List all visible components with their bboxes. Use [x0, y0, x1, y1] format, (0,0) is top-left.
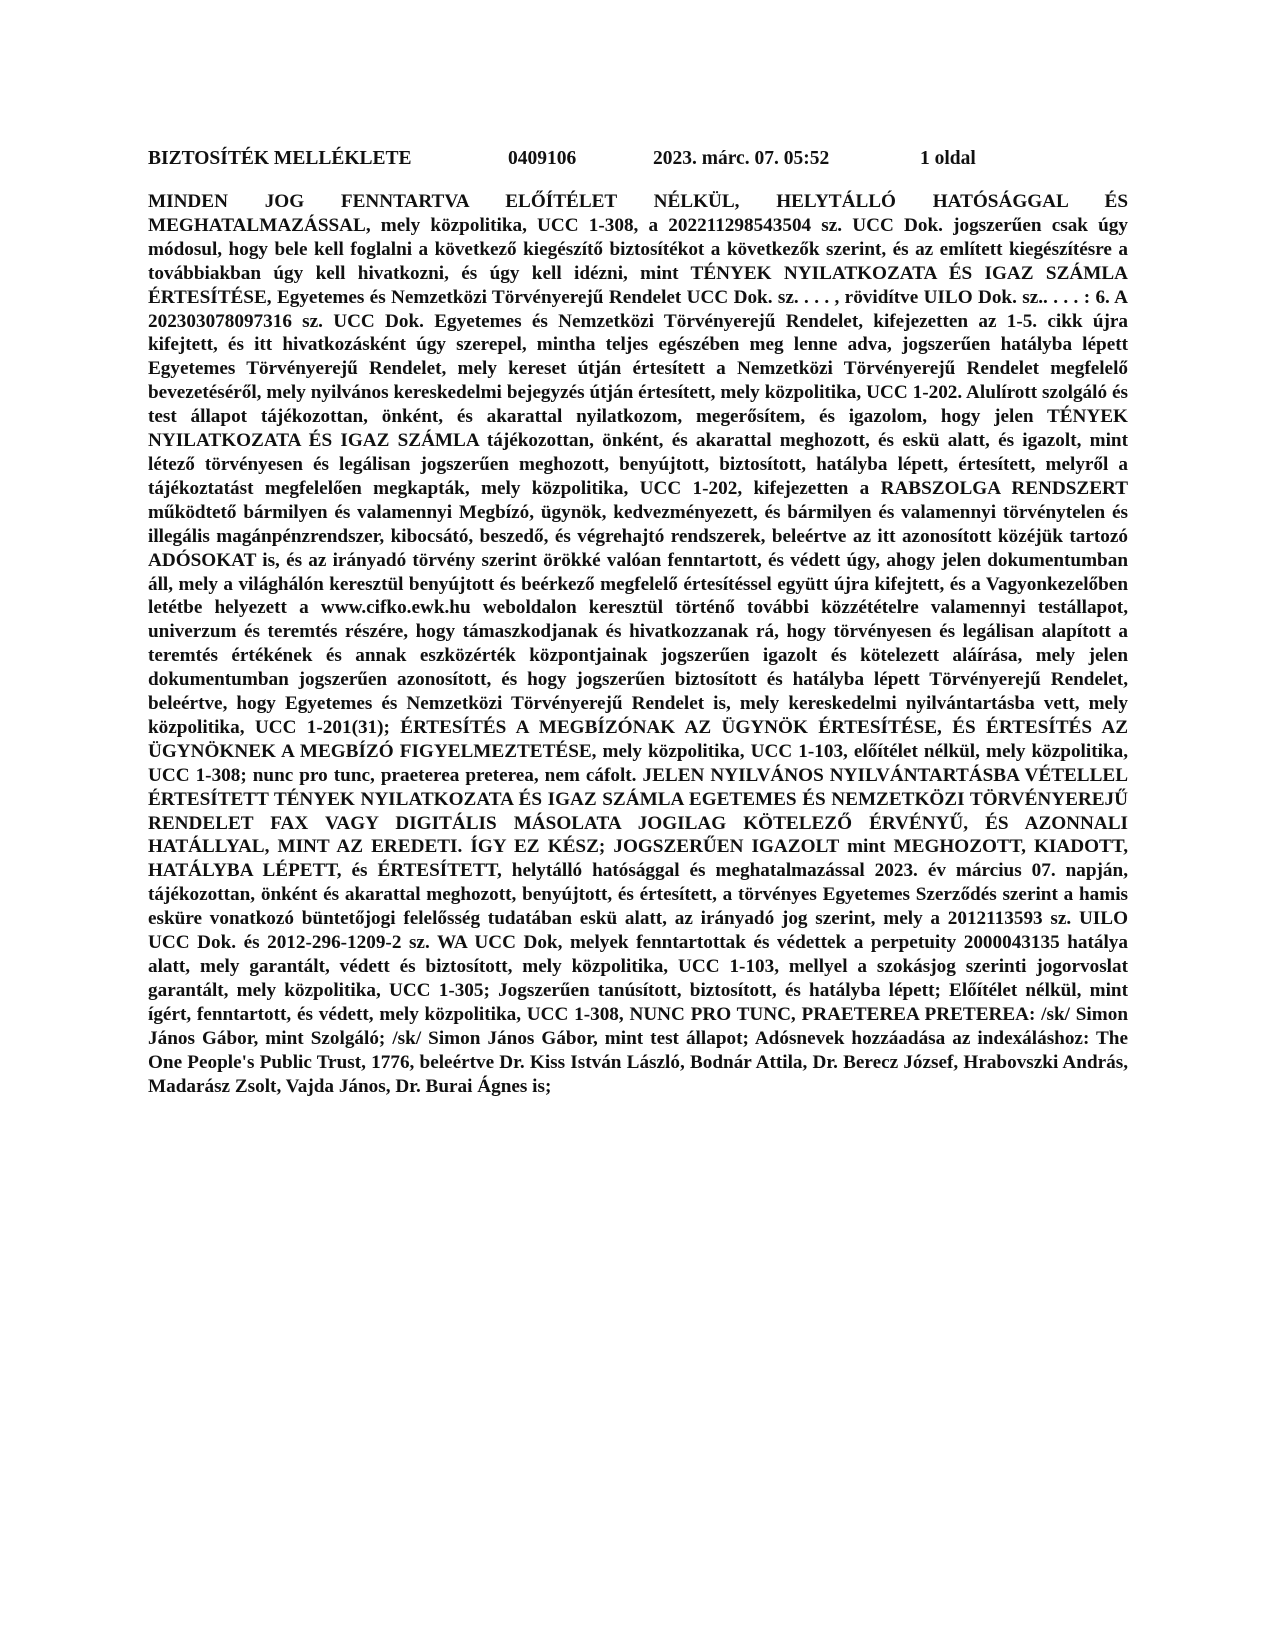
page-number: 1 oldal	[920, 148, 976, 169]
document-datetime: 2023. márc. 07. 05:52	[653, 148, 830, 169]
body-paragraph: MINDEN JOG FENNTARTVA ELŐÍTÉLET NÉLKÜL, HELYTÁLLÓ HATÓSÁGGAL ÉS MEGHATALMAZÁSSAL, mely közpolitika, UCC 1-308, a 202211298543504 sz. UCC Dok. jogszerűen csak úgy módosul, hogy bele kell foglalni a következő kiegészítő biztosítékot a következők szerint, és az említett kiegészítésre a továbbiakban úgy kell hivatkozni, és úgy kell idézni, mint TÉNYEK NYILATKOZATA ÉS IGAZ SZÁMLA ÉRTESÍTÉSE, Egyetemes és Nemzetközi Törvényerejű Rendelet UCC Dok. sz. . . . , rövidítve UILO Dok. sz.. . . . : 6. A 202303078097316 sz. UCC Dok. Egyetemes és Nemzetközi Törvényerejű Rendelet, kifejezetten az 1-5. cikk újra kifejtett, és itt hivatkozásként úgy szerepel, mintha teljes egészében meg lenne adva, jogszerűen hatályba lépett Egyetemes Törvényerejű Rendelet, mely kereset útján értesített a Nemzetközi Törvényerejű Rendelet megfelelő bevezetéséről, mely nyilvános kereskedelmi bejegyzés útján értesített, mely közpolitika, UCC 1-202. Alulírott szolgáló és test állapot tájékozottan, önként, és akarattal nyilatkozom, megerősítem, és igazolom, hogy jelen TÉNYEK NYILATKOZATA ÉS IGAZ SZÁMLA tájékozottan, önként, és akarattal meghozott, és eskü alatt, és igazolt, mint létező törvényesen és legálisan jogszerűen meghozott, benyújtott, biztosított, hatályba lépett, értesített, melyről a tájékoztatást megfelelően megkapták, mely közpolitika, UCC 1-202, kifejezetten a RABSZOLGA RENDSZERT működtető bármilyen és valamennyi Megbízó, ügynök, kedvezményezett, és bármilyen és valamennyi törvénytelen és illegális magánpénzrendszer, kibocsátó, beszedő, és végrehajtó rendszerek, beleértve az itt azonosított közéjük tartozó ADÓSOKAT is, és az irányadó törvény szerint örökké valóan fenntartott, és védett úgy, ahogy jelen dokumentumban áll, mely a világhálón keresztül benyújtott és beérkező megfelelő értesítéssel együtt újra kifejtett, és a Vagyonkezelőben letétbe helyezett a www.cifko.ewk.hu weboldalon keresztül történő további közzétételre valamennyi testállapot, univerzum és teremtés részére, hogy támaszkodjanak és hivatkozzanak rá, hogy törvényesen és legálisan alapított a teremtés értékének és annak eszközérték központjainak jogszerűen igazolt és kötelezett aláírása, mely jelen dokumentumban jogszerűen azonosított, és hogy jogszerűen biztosított és hatályba lépett Törvényerejű Rendelet, beleértve, hogy Egyetemes és Nemzetközi Törvényerejű Rendelet is, mely kereskedelmi nyilvántartásba vett, mely közpolitika, UCC 1-201(31); ÉRTESÍTÉS A MEGBÍZÓNAK AZ ÜGYNÖK ÉRTESÍTÉSE, ÉS ÉRTESÍTÉS AZ ÜGYNÖKNEK A MEGBÍZÓ FIGYELMEZTETÉSE, mely közpolitika, UCC 1-103, előítélet nélkül, mely közpolitika, UCC 1-308; nunc pro tunc, praeterea preterea, nem cáfolt. JELEN NYILVÁNOS NYILVÁNTARTÁSBA VÉTELLEL ÉRTESÍTETT TÉNYEK NYILATKOZATA ÉS IGAZ SZÁMLA EGETEMES ÉS NEMZETKÖZI TÖRVÉNYEREJŰ RENDELET FAX VAGY DIGITÁLIS MÁSOLATA JOGILAG KÖTELEZŐ ÉRVÉNYŰ, ÉS AZONNALI HATÁLLYAL, MINT AZ EREDETI. ÍGY EZ KÉSZ; JOGSZERŰEN IGAZOLT mint MEGHOZOTT, KIADOTT, HATÁLYBA LÉPETT, és ÉRTESÍTETT, helytálló hatósággal és meghatalmazással 2023. év március 07. napján, tájékozottan, önként és akarattal meghozott, benyújtott, és értesített, a törvényes Egyetemes Szerződés szerint a hamis esküre vonatkozó büntetőjogi felelősség tudatában eskü alatt, az irányadó jog szerint, mely a 2012113593 sz. UILO UCC Dok. és 2012-296-1209-2 sz. WA UCC Dok, melyek fenntartottak és védettek a perpetuity 2000043135 hatálya alatt, mely garantált, védett és biztosított, mely közpolitika, UCC 1-103, mellyel a szokásjog szerinti jogorvoslat garantált, mely közpolitika, UCC 1-305; Jogszerűen tanúsított, biztosított, és hatályba lépett; Előítélet nélkül, mint ígért, fenntartott, és védett, mely közpolitika, UCC 1-308, NUNC PRO TUNC, PRAETEREA PRETEREA: /sk/ Simon János Gábor, mint Szolgáló; /sk/ Simon János Gábor, mint test állapot; Adósnevek hozzáadása az indexáláshoz: The One People's Public Trust, 1776, beleértve Dr. Kiss István László, Bodnár Attila, Dr. Berecz József, Hrabovszki András, Madarász Zsolt, Vajda János, Dr. Burai Ágnes is;	[148, 191, 1128, 1097]
document-page	[148, 146, 1128, 1098]
document-number: 0409106	[508, 148, 577, 169]
document-header	[148, 146, 1128, 172]
document-title: BIZTOSÍTÉK MELLÉKLETE	[148, 148, 412, 169]
